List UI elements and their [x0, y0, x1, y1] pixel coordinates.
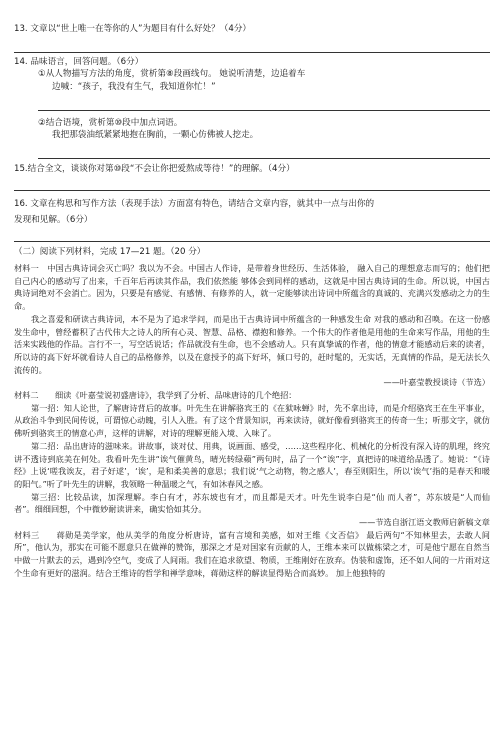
question-14-item2-line1: ②结合语境，赏析第⑩段中加点词语。: [38, 118, 183, 128]
question-14-title: 14. 品味语言，回答问题。（6分）: [14, 57, 144, 67]
question-14-item1-line2: 边喊：“孩子，我没有生气，我知道你忙！”: [52, 82, 216, 92]
material-1-para-2: 我之喜爱和研读古典诗词，本不是为了追求学问，而是出于古典诗词中所蕴含的一种感发生命 对我的感动和召唤。在这一份感发生命中，曾经蓄积了古代伟大之诗人的所有心灵、智慧、品格、襟抱和修养。一个伟大的作者他是用他的生命来写作品，用他的生活来实践他的作品。言行不一，写空话说话；作品就没有生命，也不会感动人。只有真挚诚的作者，他的情意才能感动后来的读者，所以诗的高下好坏就看诗人自己的品格修养，以及在意授予的高下好坏，倾口号的，赶时髦的，无实话，无真情的作品，是无法长久流传的。: [14, 313, 490, 375]
answer-line-13: [14, 52, 490, 53]
answer-line-15: [14, 190, 490, 191]
answer-line-16: [14, 241, 490, 242]
reading-materials: [14, 262, 490, 580]
material-1-para-1: 材料一 中国古典诗词会灭亡吗？我以为不会。中国古人作诗，是带着身世经历、生活体验， 融入自己的理想意志而写的；他们把自己内心的感动写了出来，千百年后再读其作品，我们依然能 够体会到同样的感动，这就是中国古典诗词的生命。所以说，中国古典诗词绝对不会消亡。因为，只要是有感觉、有感情、有修养的人，就一定能够读出诗词中所蕴含的真诚的、充满兴发感动之力的生命。: [14, 263, 490, 312]
section-heading: （二）阅读下列材料，完成 17—21 题。（20 分）: [14, 247, 206, 257]
material-3-para-1: 材料三 蒋勋是美学家，他从美学的角度分析唐诗，富有言境和美感，如对王维《文否信》 最后两句“不知林里去，去敢人间所”，他认为，那实在可能不愿意只在做禅的赞饰，那深之才是对国家有贡献的人，王维本来可以做栋梁之才，可是他宁愿在自然当中做一片默去的云，遇到冷空气，变成了人间雨。我们在追求欲望、物质，王维刚好在放弃。伪装和虚饰，还不如人间的一片雨对这个生命有更好的滋润。结合王维诗的哲学和禅学意味，蒋勋这样的解读显得贴合而高妙。 加上他独特的: [14, 529, 490, 578]
material-1-source: ——叶嘉莹教授谈诗（节选）: [383, 377, 490, 388]
question-15: 15.结合全文，谈谈你对第⑩段“不会让你把爱熬成等待！”的理解。（4分）: [14, 164, 295, 174]
material-2-source: ——节选自浙江语文教师启新稿文章: [358, 517, 490, 528]
question-14-item2-line2: 我把那袋油纸紧紧地抱在胸前，一颗心仿佛被人挖走。: [52, 130, 259, 140]
answer-line-14-2: [38, 158, 490, 159]
answer-line-14-1: [38, 110, 490, 111]
material-2-para-1: 第一招：知人论世，了解唐诗背后的故事。叶先生在讲解骆宾王的《在狱咏蝉》时，先不拿出诗，而是介绍骆宾王在生平事业，从政治斗争到民间传说，可谓惊心动魄，引人入胜。有了这个背景知识，再来读诗，就好像看到骆宾王的传奇一生；听那文字，就仿佛听到骆宾王的情意心声，这样的讲解，对诗的理解更能入境、入味了。: [14, 402, 490, 439]
material-2-para-3: 第三招：比较品读，加深理解。李白有才，苏东坡也有才，而且都是天才。叶先生说李白是“仙 而人者”，苏东坡是“人而仙者”。细细回想，个中微妙耐读讲来，确实恰如其分。: [14, 491, 490, 515]
question-16-line2: 发现和见解。（6分）: [14, 215, 93, 225]
question-16-line1: 16. 文章在构思和写作方法（表现手法）方面富有特色，请结合文章内容，就其中一点与出你的: [14, 199, 375, 209]
material-2-para-2: 第二招：品出唐诗的滋味来。讲故事，谈对仗、用典，说画面、感受，……这些程序化、机械化的分析没有深入诗的肌理，终究讲不透诗到底美在何处。我看叶先生讲“诶气催黄鸟，晴光转绿蘋”两句时，品了一个“诶”字，真把诗的味道给品透了。她说：“《诗经》上说‘嗟我诶友，君子好逑’，‘诶’，是和柔美善的意思；我们说‘气之动物，物之感人’，春至则阳生，所以‘诶气’指的是春天和暖的阳气。”听了叶先生的讲解，我领略一种温暖之气，有如沐春风之感。: [14, 440, 490, 489]
material-2-intro: 材料二 细读《叶嘉莹说初盛唐诗》，我学到了分析、品味唐诗的几个绝招：: [14, 390, 297, 401]
question-14-item1-line1: ①从人物描写方法的角度，赏析第⑧段画线句。 她说听清楚，边追着车: [38, 69, 306, 79]
question-13: 13. 文章以“世上唯一在等你的人”为题目有什么好处？（4分）: [14, 24, 252, 34]
